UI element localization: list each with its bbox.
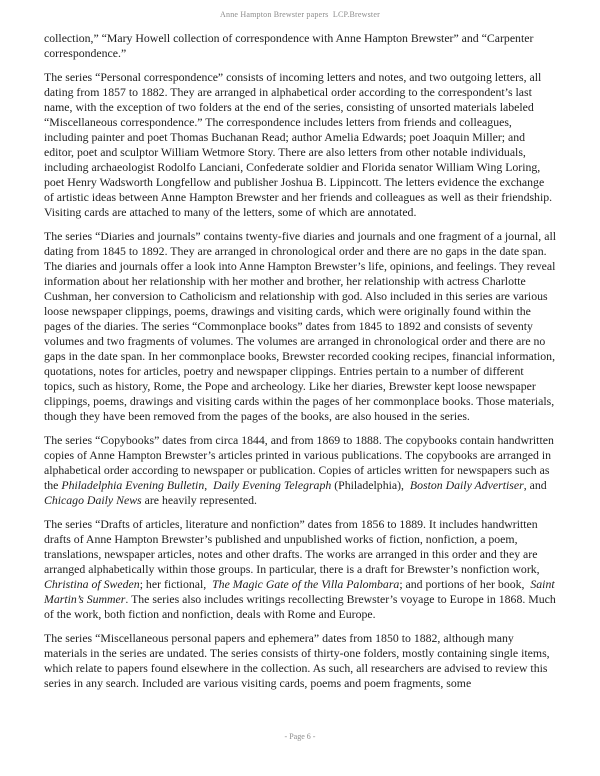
text-run: Philadelphia Evening Bulletin <box>61 478 205 492</box>
text-run: , and <box>523 478 553 492</box>
text-run: Daily Evening Telegraph <box>213 478 332 492</box>
text-run: (Philadelphia), <box>331 478 410 492</box>
document-body <box>0 20 600 691</box>
text-run: The series “Personal correspondence” consists of incoming letters and notes, and two outgoing letters, all dating from 1857 to 1882. They are arranged in alphabetical order according to the correspondent’s last name, with the exception of two folders at the end of the series, consisting of unsorted materials labeled “Miscellaneous correspondence.” The correspondence includes letters from friends and colleagues, including painter and poet Thomas Buchanan Read; author Amelia Edwards; poet Joaquin Miller; and editor, poet and sculptor William Wetmore Story. There are also letters from other notable individuals, including archaeologist Rodolfo Lanciani, Confederate soldier and Florida senator William Wing Loring, poet Henry Wadsworth Longfellow and publisher Joshua B. Lippincott. The letters evidence the exchange of artistic ideas between Anne Hampton Brewster and her friends and colleagues as well as their friendship. Visiting cards are attached to many of the letters, some of which are annotated. <box>44 70 555 219</box>
paragraph <box>44 70 556 220</box>
text-run: The series “Drafts of articles, literature and nonfiction” dates from 1856 to 1889. It includes handwritten drafts of Anne Hampton Brewster’s published and unpublished works of fiction, nonfiction, a poem, translations, newspaper articles, notes and other drafts. The works are arranged in this order and they are arranged alphabetically within those groups. In particular, there is a draft for Brewster’s nonfiction work, <box>44 517 543 576</box>
paragraph <box>44 229 559 424</box>
text-run: The series “Copybooks” dates from circa 1844, and from 1869 to 1888. The copybooks contain handwritten copies of Anne Hampton Brewster’s articles printed in various publications. The copybooks are arranged in alphabetical order according to newspaper or publication. Copies of articles written for newspapers such as the <box>44 433 557 492</box>
text-run: . The series also includes writings recollecting Brewster’s voyage to Europe in 1868. Much of the work, both fiction and nonfiction, deals with Rome and Europe. <box>44 592 559 621</box>
paragraph <box>44 517 559 622</box>
paragraph <box>44 433 556 508</box>
text-run: , <box>204 478 214 492</box>
text-run: The series “Miscellaneous personal papers and ephemera” dates from 1850 to 1882, although many materials in the series are undated. The series consists of thirty-one folders, mostly containing single items, which relate to papers found elsewhere in the collection. As such, all researchers are advised to review this series in any search. Included are various visiting cards, poems and poem fragments, some <box>44 631 553 690</box>
text-run: Christina of Sweden <box>44 577 140 591</box>
paragraph <box>44 631 556 691</box>
text-run: ; her fictional, <box>139 577 213 591</box>
text-run: ; and portions of her book, <box>399 577 531 591</box>
text-run: collection,” “Mary Howell collection of correspondence with Anne Hampton Brewster” and “Carpenter correspondence.” <box>44 31 537 60</box>
text-run: The series “Diaries and journals” contains twenty-five diaries and journals and one fragment of a journal, all dating from 1845 to 1892. They are arranged in chronological order and there are no gaps in the date span. The diaries and journals offer a look into Anne Hampton Brewster’s life, opinions, and feelings. They reveal information about her relationship with her mother and brother, her relationship with actress Charlotte Cushman, her conversion to Catholicism and relationship with god. Also included in this series are various loose newspaper clippings, poems, drawings and visiting cards, which were originally found within the pages of the diaries. The series “Commonplace books” dates from 1845 to 1892 and consists of seventy volumes and two fragments of volumes. The volumes are arranged in chronological order and there are no gaps in the date span. In her commonplace books, Brewster recorded cooking recipes, financial information, quotations, notes for articles, poetry and newspaper clippings. Entries pertain to a number of different topics, such as history, Rome, the Pope and archeology. Like her diaries, Brewster kept loose newspaper clippings, poems, drawings and visiting cards within the pages of her commonplace books. Those materials, though they have been removed from the pages of the books, are also housed in the series. <box>44 229 559 423</box>
text-run: are heavily represented. <box>141 493 257 507</box>
text-run: The Magic Gate of the Villa Palombara <box>212 577 400 591</box>
page-footer: - Page 6 - <box>284 732 316 741</box>
text-run: Chicago Daily News <box>44 493 142 507</box>
paragraph <box>44 31 556 61</box>
text-run: Saint Martin’s Summer <box>44 577 558 606</box>
text-run: Boston Daily Advertiser <box>409 478 524 492</box>
page-header: Anne Hampton Brewster papers LCP.Brewster <box>220 10 380 19</box>
